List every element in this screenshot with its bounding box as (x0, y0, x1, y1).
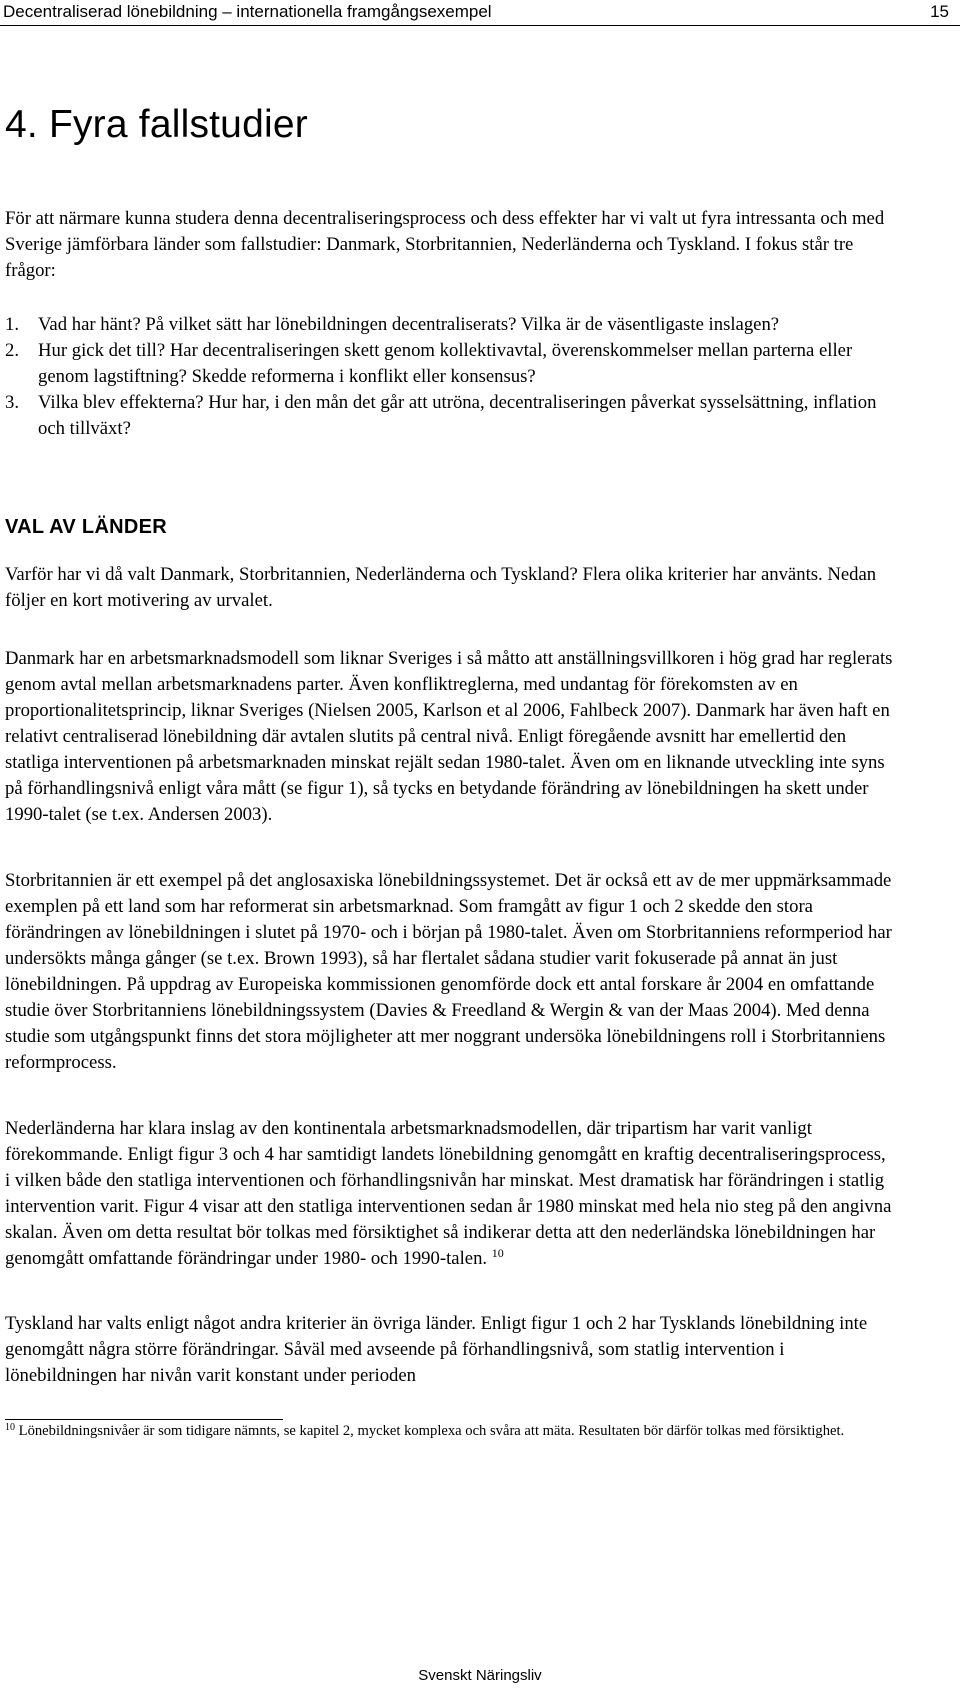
paragraph-uk: Storbritannien är ett exempel på det anglosaxiska lönebildningssystemet. Det är också ett av de mer uppmärksammade exemplen på ett land som har reformerat sin arbetsmarknad. Som framgått av figur 1 och 2 skedde den stora förändringen av lönebildningen i slutet på 1970- och i början på 1980-talet. Även om Storbritanniens reformperiod har undersökts många gånger (se t.ex. Brown 1993), så har flertalet sådana studier varit fokuserade på annat än just lönebildningen. På uppdrag av Europeiska kommissionen genomförde dock ett antal forskare år 2004 en omfattande studie över Storbritanniens lönebildningssystem (Davies & Freedland & Wergin & van der Maas 2004). Med denna studie som utgångspunkt finns det stora möjligheter att mer noggrant undersöka lönebildningens roll i Storbritanniens reformprocess. (5, 870, 892, 1073)
question-item (5, 312, 895, 338)
intro-paragraph: För att närmare kunna studera denna decentraliseringsprocess och dess effekter har vi valt ut fyra intressanta och med Sverige jämförbara länder som fallstudier: Danmark, Storbritannien, Nederländerna och Tyskland. I fokus står tre frågor: (5, 208, 885, 281)
paragraph-selection: Varför har vi då valt Danmark, Storbritannien, Nederländerna och Tyskland? Flera olika kriterier har använts. Nedan följer en kort motivering av urvalet. (5, 564, 877, 611)
footnote-marker: 10 (5, 1422, 15, 1433)
question-number: 3. (5, 392, 20, 413)
question-text: Vad har hänt? På vilket sätt har lönebildningen decentraliserats? Vilka är de väsentligaste inslagen? (38, 314, 780, 335)
question-text: Vilka blev effekterna? Hur har, i den mån det går att utröna, decentraliseringen påverkat sysselsättning, inflation och tillväxt? (38, 392, 877, 439)
paragraph-germany: Tyskland har valts enligt något andra kriterier än övriga länder. Enligt figur 1 och 2 har Tysklands lönebildning inte genomgått några större förändringar. Såväl med avseende på förhandlingsnivå, som statlig intervention i lönebildningen har nivån varit konstant under perioden (5, 1313, 868, 1386)
question-item (5, 338, 895, 390)
question-number: 1. (5, 314, 20, 335)
paragraph-netherlands-text: Nederländerna har klara inslag av den kontinentala arbetsmarknadsmodellen, där tripartism har varit vanligt förekommande. Enligt figur 3 och 4 har samtidigt landets lönebildning genomgått en kraftig decentraliseringsprocess, i vilken både den statliga interventionen och förhandlingsnivån har minskat. Mest dramatisk har förändringen i statlig intervention varit. Figur 4 visar att den statliga interventionen sedan år 1980 minskat med hela nio steg på den angivna skalan. Även om detta resultat bör tolkas med försiktighet så indikerar detta att den nederländska lönebildningen har genomgått omfattande förändringar under 1980- och 1990-talen. (5, 1118, 892, 1269)
paragraph-denmark: Danmark har en arbetsmarknadsmodell som liknar Sveriges i så måtto att anställningsvillkoren i hög grad har reglerats genom avtal mellan arbetsmarknadens parter. Även konfliktreglerna, med undantag för förekomsten av en proportionalitetsprincip, liknar Sveriges (Nielsen 2005, Karlson et al 2006, Fahlbeck 2007). Danmark har även haft en relativt centraliserad lönebildning där avtalen slutits på central nivå. Enligt föregående avsnitt har emellertid den statliga interventionen på arbetsmarknaden minskat rejält sedan 1980-talet. Även om en liknande utveckling inte syns på förhandlingsnivå enligt våra mått (se figur 1), så tycks en betydande förändring av lönebildningen ha skett under 1990-talet (se t.ex. Andersen 2003). (5, 648, 893, 825)
chapter-title: 4. Fyra fallstudier (5, 103, 308, 146)
footnote (5, 1422, 885, 1441)
question-text: Hur gick det till? Har decentraliseringen skett genom kollektivavtal, överenskommelser mellan parterna eller genom lagstiftning? Skedde reformerna i konflikt eller konsensus? (38, 340, 853, 387)
footnote-rule (5, 1419, 283, 1420)
question-number: 2. (5, 340, 20, 361)
question-item (5, 390, 895, 442)
section-heading: VAL AV LÄNDER (5, 516, 168, 538)
question-list (5, 312, 895, 442)
running-header (0, 0, 960, 26)
footnote-text: Lönebildningsnivåer är som tidigare nämnts, se kapitel 2, mycket komplexa och svåra att mäta. Resultaten bör därför tolkas med försiktighet. (18, 1423, 845, 1439)
paragraph-netherlands (5, 1116, 895, 1272)
running-header-title: Decentraliserad lönebildning – internationella framgångsexempel (3, 2, 492, 21)
header-rule (0, 25, 960, 26)
page-footer: Svenskt Näringsliv (418, 1667, 542, 1684)
page-number: 15 (930, 2, 949, 21)
footnote-reference[interactable]: 10 (491, 1246, 504, 1260)
